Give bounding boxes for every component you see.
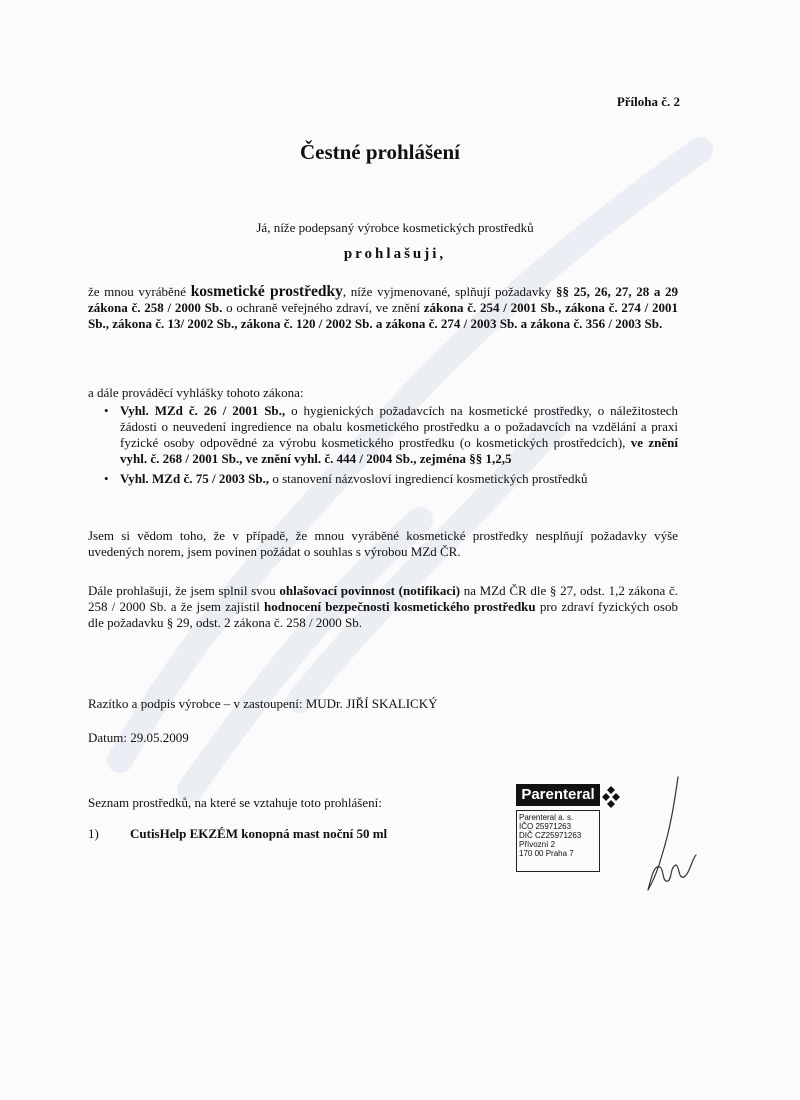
diamond-logo-icon [602, 786, 620, 814]
stamp-box: Parenteral a. s. IČO 25971263 DIČ CZ25971263 Přívozní 2 170 00 Praha 7 [516, 810, 600, 872]
handwritten-signature [640, 775, 700, 895]
decree-intro: a dále prováděcí vyhlášky tohoto zákona: [88, 385, 304, 400]
notification-paragraph: Dále prohlašuji, že jsem splnil svou ohlašovací povinnost (notifikaci) na MZd ČR dle § 27, odst. 1,2 zákona č. 258 / 2000 Sb. a že jsem zajistil hodnocení bezpečnosti kosmetického prostředku pro zdraví fyzických osob dle požadavku § 29, odst. 2 zákona č. 258 / 2000 Sb. [88, 583, 678, 630]
decree-item: • Vyhl. MZd č. 75 / 2003 Sb., o stanovení názvosloví ingrediencí kosmetických prostředků [104, 471, 588, 486]
decree-list [104, 403, 679, 491]
bullet-icon: • [104, 471, 109, 486]
product-number: 1) [88, 826, 99, 841]
compliance-paragraph: že mnou vyráběné kosmetické prostředky, níže vyjmenované, splňují požadavky §§ 25, 26, 27, 28 a 29 zákona č. 258 / 2000 Sb. o ochraně veřejného zdraví, ve znění zákona č. 254 / 2001 Sb., zákona č. 274 / 2001 Sb., zákona č. 13/ 2002 Sb., zákona č. 120 / 2002 Sb. a zákona č. 274 / 2003 Sb. a zákona č. 356 / 2003 Sb. [88, 283, 679, 331]
intro-line: Já, níže podepsaný výrobce kosmetických prostředků [256, 220, 534, 235]
document-title: Čestné prohlášení [299, 140, 461, 164]
stamp-brand: Parenteral [516, 784, 600, 806]
product-list-intro: Seznam prostředků, na které se vztahuje toto prohlášení: [88, 795, 382, 810]
annex-label: Příloha č. 2 [616, 94, 680, 109]
company-stamp [516, 784, 611, 876]
bullet-icon: • [104, 403, 109, 418]
decree-item: • Vyhl. MZd č. 26 / 2001 Sb., o hygienických požadavcích na kosmetické prostředky, o náležitostech žádosti o neuvedení ingredience na obalu kosmetického prostředku a o požadavcích na vzdělání a praxi fyzické osoby odpovědné za výrobu kosmetického prostředku (o kosmetických prostředcích), ve znění vyhl. č. 268 / 2001 Sb., ve znění vyhl. č. 444 / 2004 Sb., zejména §§ 1,2,5 [104, 403, 679, 466]
declaration-word: prohlašuji, [343, 246, 447, 262]
awareness-paragraph: Jsem si vědom toho, že v případě, že mnou vyráběné kosmetické prostředky nesplňují požadavky výše uvedených norem, jsem povinen požádat o souhlas s výrobou MZd ČR. [88, 528, 678, 559]
product-item [88, 826, 387, 842]
signature-line: Razítko a podpis výrobce – v zastoupení: MUDr. JIŘÍ SKALICKÝ [88, 696, 438, 711]
date-line: Datum: 29.05.2009 [88, 730, 189, 745]
product-name: CutisHelp EKZÉM konopná mast noční 50 ml [130, 826, 388, 841]
